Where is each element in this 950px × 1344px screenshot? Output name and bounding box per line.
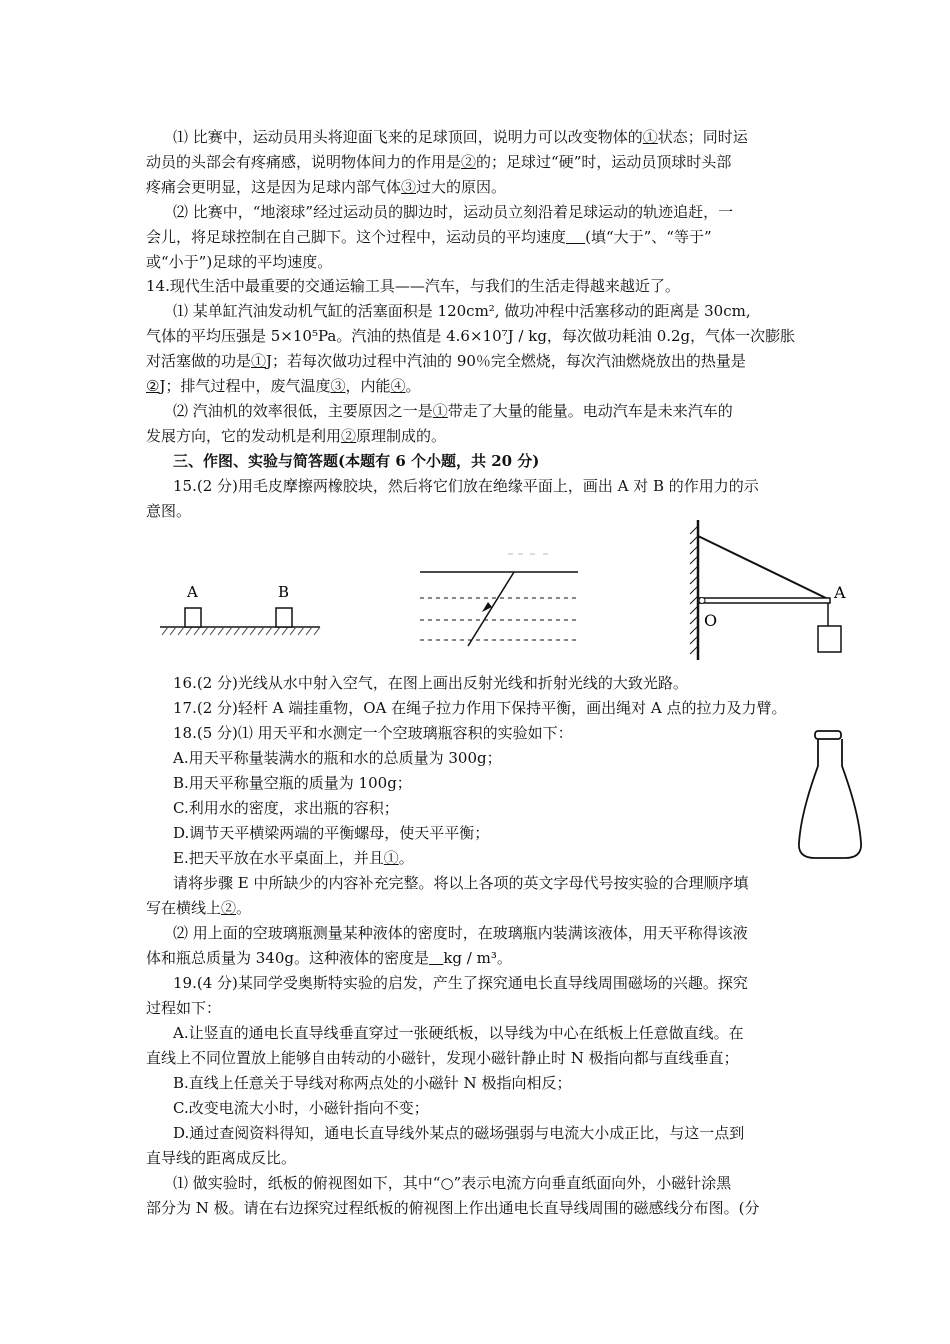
q14-p1-line1: ⑴ 某单缸汽油发动机气缸的活塞面积是 120cm², 做功冲程中活塞移动的距离是 30cm, — [173, 302, 751, 320]
q19-step-a1: A.让竖直的通电长直导线垂直穿过一张硬纸板，以导线为中心在纸板上任意做直线。在 — [173, 1024, 744, 1042]
q14-p2-line1: ⑵ 汽油机的效率很低，主要原因之一是①带走了大量的能量。电动汽车是未来汽车的 — [173, 402, 733, 420]
q18-line1: 18.(5 分)⑴ 用天平和水测定一个空玻璃瓶容积的实验如下： — [173, 724, 573, 742]
figure-lever-wall — [682, 518, 852, 663]
label-a: A — [187, 583, 198, 601]
q14-p1-line3: 对活塞做的功是①J；若每次做功过程中汽油的 90％完全燃烧，每次汽油燃烧放出的热量是 — [146, 352, 746, 370]
q18-step-c: C.利用水的密度，求出瓶的容积； — [173, 799, 399, 817]
block-a — [185, 608, 201, 627]
q15-line1: 15.(2 分)用毛皮摩擦两橡胶块，然后将它们放在绝缘平面上，画出 A 对 B 的作用力的示 — [173, 477, 759, 495]
figure-glass-flask — [793, 728, 868, 863]
figure-blocks-ab — [158, 575, 323, 640]
q18-step-d: D.调节天平横梁两端的平衡螺母，使天平平衡； — [173, 824, 490, 842]
blank-speed — [566, 228, 585, 246]
label-b: B — [278, 583, 290, 601]
q14-p2-line2: 发展方向，它的发动机是利用②原理制成的。 — [146, 427, 447, 445]
q18-step-a: A.用天平称量装满水的瓶和水的总质量为 300g； — [173, 749, 502, 767]
incident-ray — [468, 572, 514, 646]
q18-step-e: E.把天平放在水平桌面上，并且①。 — [173, 849, 414, 867]
q18-prompt-line2: 写在横线上②。 — [146, 899, 252, 917]
rope — [698, 536, 830, 600]
blank-density — [429, 949, 443, 967]
blank-1: ① — [383, 849, 399, 867]
q13-p1-line2: 动员的头部会有疼痛感，说明物体间力的作用是②的；足球过“硬”时，运动员顶球时头部 — [146, 153, 732, 171]
q13-p2-line1: ⑵ 比赛中，“地滚球”经过运动员的脚边时，运动员立刻沿着足球运动的轨迹追赶，一 — [173, 203, 734, 221]
q13-p2-line2: 会儿，将足球控制在自己脚下。这个过程中，运动员的平均速度 (填“大于”、“等于” — [146, 228, 712, 246]
blank-2: ② — [221, 899, 237, 917]
q14-title: 14.现代生活中最重要的交通运输工具——汽车，与我们的生活走得越来越近了。 — [146, 277, 680, 295]
block-b — [276, 608, 292, 627]
figure-water-light — [418, 550, 583, 650]
blank-2: ② — [461, 153, 477, 171]
blank-1: ① — [432, 402, 448, 420]
q19-line1: 19.(4 分)某同学受奥斯特实验的启发，产生了探究通电长直导线周围磁场的兴趣。探究 — [173, 974, 748, 992]
rod-oa — [698, 598, 830, 603]
weight — [818, 626, 841, 652]
q13-p2-line3: 或“小于”)足球的平均速度。 — [146, 253, 333, 271]
blank-2: ② — [146, 377, 160, 395]
blank-1: ① — [642, 128, 658, 146]
blank-1: ① — [251, 352, 267, 370]
q19-step-d2: 直导线的距离成反比。 — [146, 1149, 297, 1167]
q19-line2: 过程如下： — [146, 999, 222, 1017]
label-a: A — [834, 583, 846, 602]
q16-line1: 16.(2 分)光线从水中射入空气，在图上画出反射光线和折射光线的大致光路。 — [173, 674, 688, 692]
blank-4: ④ — [390, 377, 406, 395]
q19-step-c: C.改变电流大小时，小磁针指向不变； — [173, 1099, 429, 1117]
q19-p1-line1: ⑴ 做实验时，纸板的俯视图如下，其中“○”表示电流方向垂直纸面向外，小磁针涂黑 — [173, 1174, 732, 1192]
q13-p1-line3: 疼痛会更明显，这是因为足球内部气体③过大的原因。 — [146, 178, 507, 196]
q19-p1-line2: 部分为 N 极。请在右边探究过程纸板的俯视图上作出通电长直导线周围的磁感线分布图。(分 — [146, 1199, 760, 1217]
q18-p2-line1: ⑵ 用上面的空玻璃瓶测量某种液体的密度时，在玻璃瓶内装满该液体，用天平称得该液 — [173, 924, 748, 942]
label-o: O — [704, 611, 718, 630]
q19-step-d1: D.通过查阅资料得知，通电长直导线外某点的磁场强弱与电流大小成正比，与这一点到 — [173, 1124, 745, 1142]
q19-step-a2: 直线上不同位置放上能够自由转动的小磁针，发现小磁针静止时 N 极指向都与直线垂直； — [146, 1049, 739, 1067]
blank-3: ③ — [401, 178, 417, 196]
pivot-o — [699, 598, 705, 604]
q15-line2: 意图。 — [146, 502, 192, 520]
q14-p1-line2: 气体的平均压强是 5×10⁵Pa。汽油的热值是 4.6×10⁷J / kg，每次做功耗油 0.2g，气体一次膨胀 — [146, 327, 796, 345]
section-3-title: 三、作图、实验与简答题(本题有 6 个小题，共 20 分) — [173, 452, 540, 470]
q19-step-b: B.直线上任意关于导线对称两点处的小磁针 N 极指向相反； — [173, 1074, 572, 1092]
blank-2: ② — [341, 427, 357, 445]
q18-step-b: B.用天平称量空瓶的质量为 100g； — [173, 774, 412, 792]
q14-p1-line4: ②J；排气过程中，废气温度③，内能④。 — [146, 377, 421, 395]
blank-3: ③ — [330, 377, 346, 395]
flask-body — [799, 739, 861, 858]
q13-p1-line1: ⑴ 比赛中，运动员用头将迎面飞来的足球顶回，说明力可以改变物体的①状态；同时运 — [173, 128, 748, 146]
flask-rim — [815, 731, 841, 739]
q18-prompt-line1: 请将步骤 E 中所缺少的内容补充完整。将以上各项的英文字母代号按实验的合理顺序填 — [173, 874, 749, 892]
q18-p2-line2: 体和瓶总质量为 340g。这种液体的密度是 kg / m³。 — [146, 949, 512, 967]
q17-line1: 17.(2 分)轻杆 A 端挂重物，OA 在绳子拉力作用下保持平衡，画出绳对 A 点的拉力及力臂。 — [173, 699, 787, 717]
